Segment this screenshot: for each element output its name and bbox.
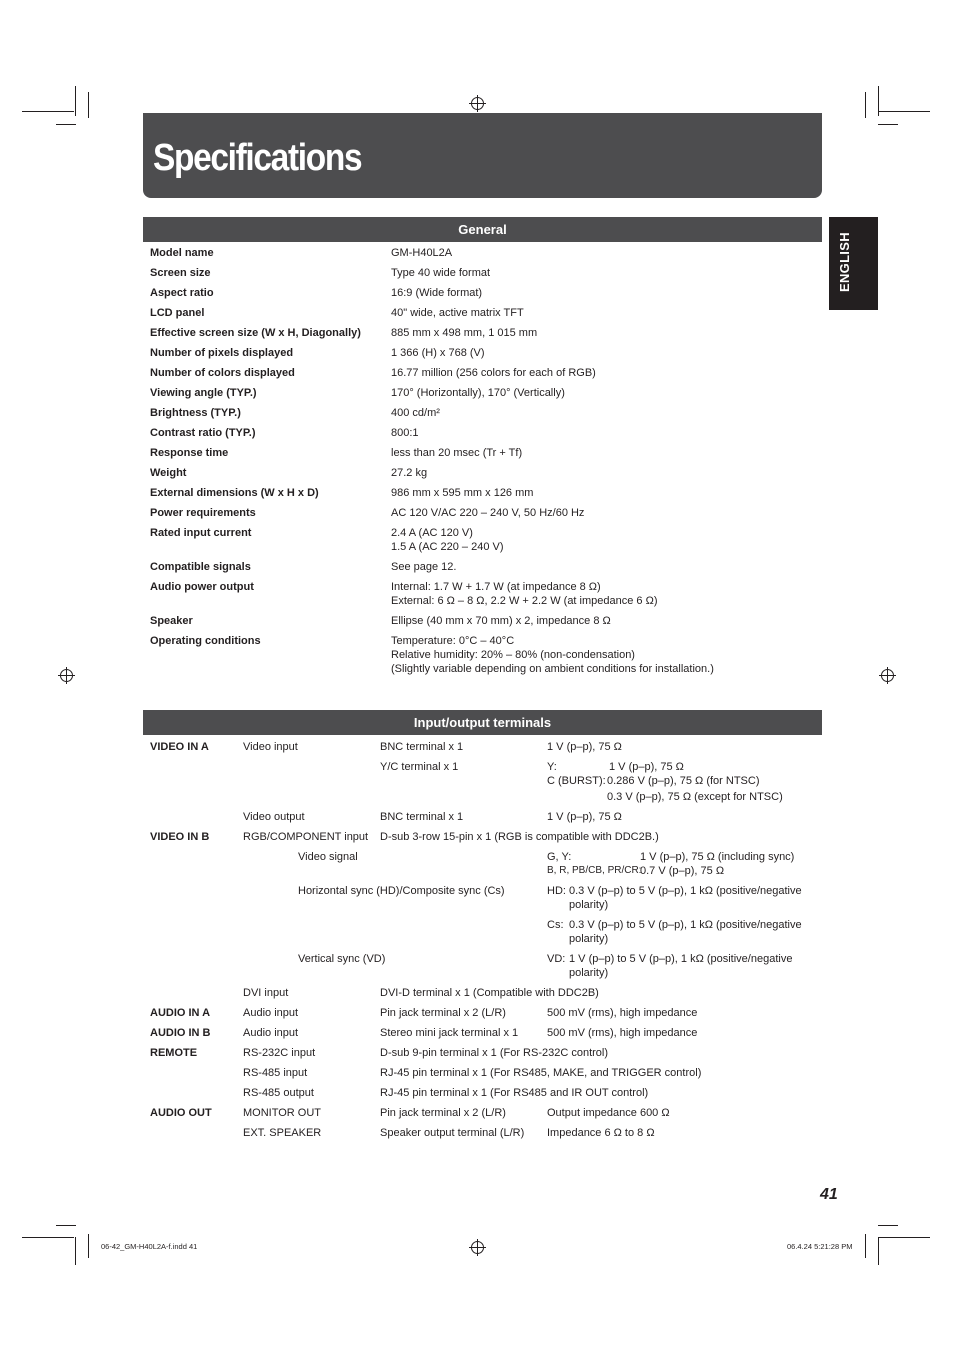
spec-value-line: 1.5 A (AC 220 – 240 V) <box>391 541 504 553</box>
spec-value-line: 16.77 million (256 colors for each of RGB) <box>391 367 596 379</box>
io-cell: 1 V (p–p) to 5 V (p–p), 1 kΩ (positive/negative <box>569 953 793 965</box>
io-cell: VD: <box>547 953 566 965</box>
io-group-label: REMOTE <box>150 1047 198 1059</box>
spec-label: Model name <box>150 247 214 259</box>
crop-mark <box>56 124 76 125</box>
spec-label: Response time <box>150 447 229 459</box>
io-cell: Speaker output terminal (L/R) <box>380 1127 525 1139</box>
language-tab-label: ENGLISH <box>837 232 852 292</box>
spec-value-line: Temperature: 0°C – 40°C <box>391 635 515 647</box>
spec-label: Power requirements <box>150 507 256 519</box>
io-cell: polarity) <box>569 899 609 911</box>
spec-label: Number of pixels displayed <box>150 347 294 359</box>
io-cell: RS-485 output <box>243 1087 314 1099</box>
page-number: 41 <box>820 1186 838 1203</box>
crop-mark <box>878 1237 879 1265</box>
language-tab <box>829 217 878 310</box>
spec-label: Operating conditions <box>150 635 261 647</box>
spec-label: LCD panel <box>150 307 205 319</box>
crop-mark <box>878 1225 898 1226</box>
io-cell: Pin jack terminal x 2 (L/R) <box>380 1007 506 1019</box>
io-cell: RS-232C input <box>243 1047 316 1059</box>
io-cell: Audio input <box>243 1007 299 1019</box>
io-cell: 1 V (p–p), 75 Ω <box>547 741 622 753</box>
io-group-label: VIDEO IN B <box>150 831 210 843</box>
spec-value-line: 2.4 A (AC 120 V) <box>391 527 473 539</box>
spec-value-line: GM-H40L2A <box>391 247 453 259</box>
spec-value-line: 400 cd/m² <box>391 407 440 419</box>
slug-file: 06-42_GM-H40L2A-f.indd 41 <box>101 1242 198 1251</box>
spec-value <box>391 634 714 676</box>
registration-mark-icon <box>60 669 73 682</box>
io-group-label: AUDIO IN A <box>150 1007 211 1019</box>
crop-mark <box>22 1237 74 1238</box>
spec-label: Compatible signals <box>150 561 251 573</box>
io-group-label: AUDIO IN B <box>150 1027 211 1039</box>
io-cell: 0.3 V (p–p), 75 Ω (except for NTSC) <box>607 791 783 803</box>
io-cell: MONITOR OUT <box>243 1107 322 1119</box>
io-heading: Input/output terminals <box>143 710 822 735</box>
slug-timestamp: 06.4.24 5:21:28 PM <box>787 1242 853 1251</box>
spec-value <box>391 386 565 400</box>
spec-value <box>391 266 490 280</box>
spec-value <box>391 426 419 440</box>
io-cell: 0.3 V (p–p) to 5 V (p–p), 1 kΩ (positive/negative <box>569 885 802 897</box>
crop-mark <box>88 1234 89 1258</box>
spec-value <box>391 346 485 360</box>
spec-value-line: 40" wide, active matrix TFT <box>391 307 524 319</box>
general-heading: General <box>143 217 822 242</box>
spec-value-line: (Slightly variable depending on ambient conditions for installation.) <box>391 663 714 675</box>
spec-label: Aspect ratio <box>150 287 214 299</box>
spec-value-line: 986 mm x 595 mm x 126 mm <box>391 487 534 499</box>
spec-value <box>391 466 427 480</box>
io-cell: G, Y: <box>547 851 572 863</box>
io-cell: RJ-45 pin terminal x 1 (For RS485 and IR OUT control) <box>380 1087 649 1099</box>
crop-mark <box>878 111 930 112</box>
crop-mark <box>22 111 74 112</box>
io-cell: DVI input <box>243 987 289 999</box>
io-cell: 1 V (p–p), 75 Ω <box>547 811 622 823</box>
spec-value <box>391 366 596 380</box>
spec-label: Effective screen size (W x H, Diagonally) <box>150 327 361 339</box>
io-cell: Stereo mini jack terminal x 1 <box>380 1027 519 1039</box>
io-cell: BNC terminal x 1 <box>380 741 464 753</box>
crop-mark <box>878 86 879 116</box>
title-banner <box>143 113 822 198</box>
spec-value <box>391 526 504 554</box>
io-cell: D-sub 9-pin terminal x 1 (For RS-232C control) <box>380 1047 609 1059</box>
spec-value-line: Internal: 1.7 W + 1.7 W (at impedance 8 Ω) <box>391 581 601 593</box>
spec-value-line: 16:9 (Wide format) <box>391 287 483 299</box>
io-cell: Vertical sync (VD) <box>298 953 386 965</box>
spec-value <box>391 446 522 460</box>
spec-value <box>391 506 584 520</box>
io-cell: Y/C terminal x 1 <box>380 761 459 773</box>
io-cell: BNC terminal x 1 <box>380 811 464 823</box>
spec-value <box>391 246 452 260</box>
spec-label: Weight <box>150 467 187 479</box>
io-cell: 0.286 V (p–p), 75 Ω (for NTSC) <box>607 775 760 787</box>
spec-value <box>391 580 657 608</box>
spec-value-line: AC 120 V/AC 220 – 240 V, 50 Hz/60 Hz <box>391 507 585 519</box>
io-cell: Video signal <box>298 851 358 863</box>
spec-label: Contrast ratio (TYP.) <box>150 427 256 439</box>
spec-label: Speaker <box>150 615 193 627</box>
crop-mark <box>865 92 866 118</box>
io-cell: 500 mV (rms), high impedance <box>547 1007 698 1019</box>
spec-label: Screen size <box>150 267 211 279</box>
crop-mark <box>865 1234 866 1258</box>
crop-mark <box>88 92 89 118</box>
io-cell: Horizontal sync (HD)/Composite sync (Cs) <box>298 885 505 897</box>
io-cell: 500 mV (rms), high impedance <box>547 1027 698 1039</box>
io-cell: Pin jack terminal x 2 (L/R) <box>380 1107 506 1119</box>
spec-value-line: 170° (Horizontally), 170° (Vertically) <box>391 387 565 399</box>
spec-value-line: Ellipse (40 mm x 70 mm) x 2, impedance 8 Ω <box>391 615 611 627</box>
spec-value-line: External: 6 Ω – 8 Ω, 2.2 W + 2.2 W (at impedance 6 Ω) <box>391 595 658 607</box>
io-cell: Audio input <box>243 1027 299 1039</box>
crop-mark <box>75 86 76 116</box>
io-cell: Impedance 6 Ω to 8 Ω <box>547 1127 655 1139</box>
io-cell: polarity) <box>569 933 609 945</box>
io-cell: Video input <box>243 741 298 753</box>
io-cell: C (BURST): <box>547 775 606 787</box>
io-cell: 1 V (p–p), 75 Ω <box>609 761 684 773</box>
io-cell: Y: <box>547 761 557 773</box>
io-group-label: AUDIO OUT <box>150 1107 212 1119</box>
spec-value <box>391 614 611 628</box>
spec-value <box>391 486 533 500</box>
io-cell: 0.7 V (p–p), 75 Ω <box>640 865 725 877</box>
spec-value <box>391 326 537 340</box>
registration-mark-icon <box>881 669 894 682</box>
io-cell: Output impedance 600 Ω <box>547 1107 670 1119</box>
spec-value-line: 1 366 (H) x 768 (V) <box>391 347 485 359</box>
io-cell: RS-485 input <box>243 1067 308 1079</box>
spec-value-line: less than 20 msec (Tr + Tf) <box>391 447 523 459</box>
spec-label: Number of colors displayed <box>150 367 295 379</box>
io-cell: polarity) <box>569 967 609 979</box>
page-title: Specifications <box>153 137 362 179</box>
spec-value <box>391 306 524 320</box>
spec-label: Viewing angle (TYP.) <box>150 387 257 399</box>
crop-mark <box>878 124 898 125</box>
crop-mark <box>56 1225 76 1226</box>
crop-mark <box>75 1237 76 1265</box>
spec-label: Brightness (TYP.) <box>150 407 241 419</box>
registration-mark-icon <box>471 97 484 110</box>
io-cell: B, R, PB/CB, PR/CR: <box>547 865 642 876</box>
io-cell: EXT. SPEAKER <box>243 1127 322 1139</box>
spec-value-line: Type 40 wide format <box>391 267 491 279</box>
io-cell: 1 V (p–p), 75 Ω (including sync) <box>640 851 795 863</box>
spec-value-line: 27.2 kg <box>391 467 428 479</box>
io-cell: HD: <box>547 885 566 897</box>
spec-value <box>391 406 440 420</box>
spec-label: Rated input current <box>150 527 252 539</box>
io-cell: RGB/COMPONENT input <box>243 831 369 843</box>
io-cell: D-sub 3-row 15-pin x 1 (RGB is compatible with DDC2B.) <box>380 831 659 843</box>
io-cell: Cs: <box>547 919 564 931</box>
registration-mark-icon <box>471 1241 484 1254</box>
spec-label: External dimensions (W x H x D) <box>150 487 319 499</box>
io-cell: RJ-45 pin terminal x 1 (For RS485, MAKE, and TRIGGER control) <box>380 1067 702 1079</box>
spec-value-line: Relative humidity: 20% – 80% (non-condensation) <box>391 649 635 661</box>
spec-value-line: See page 12. <box>391 561 457 573</box>
spec-value-line: 885 mm x 498 mm, 1 015 mm <box>391 327 538 339</box>
io-cell: Video output <box>243 811 305 823</box>
spec-value <box>391 286 482 300</box>
spec-value-line: 800:1 <box>391 427 419 439</box>
spec-label: Audio power output <box>150 581 254 593</box>
io-cell: DVI-D terminal x 1 (Compatible with DDC2B) <box>380 987 599 999</box>
io-cell: 0.3 V (p–p) to 5 V (p–p), 1 kΩ (positive/negative <box>569 919 802 931</box>
spec-value <box>391 560 456 574</box>
io-group-label: VIDEO IN A <box>150 741 209 753</box>
crop-mark <box>878 1237 930 1238</box>
